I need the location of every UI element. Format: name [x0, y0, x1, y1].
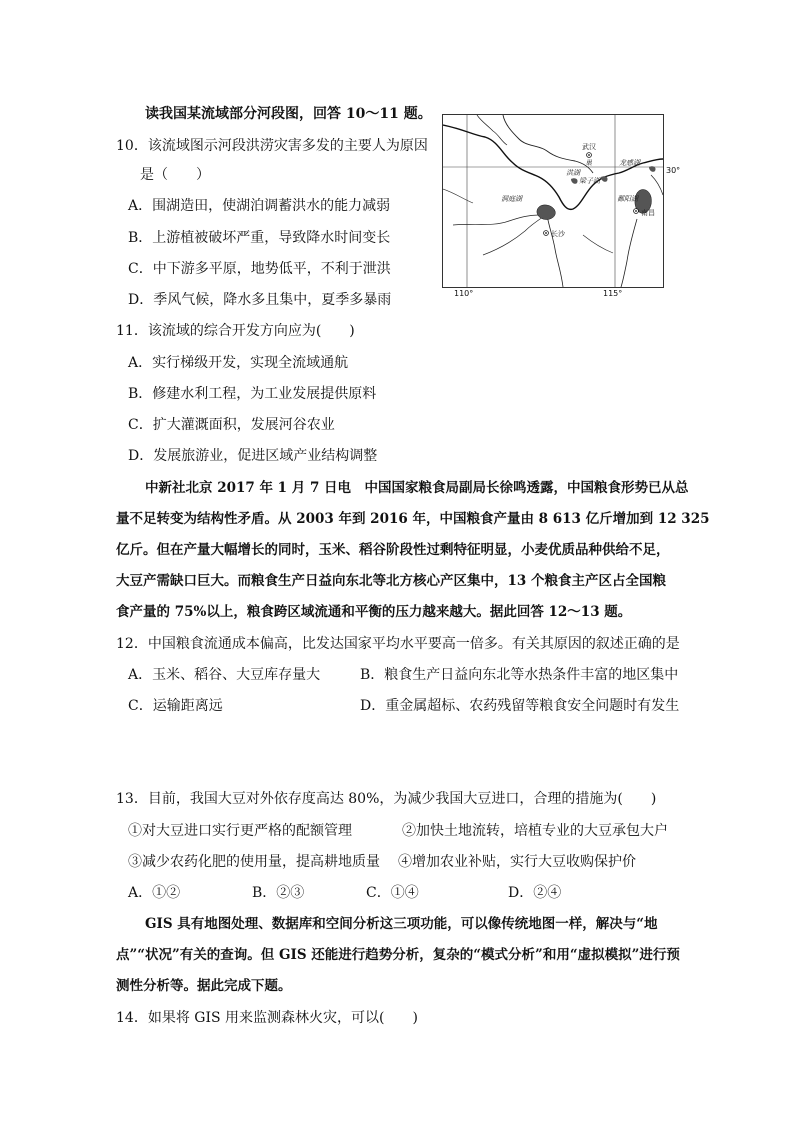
tributary-xiang — [547, 215, 563, 287]
q14-stem: 14．如果将 GIS 用来监测森林火灾，可以( ) — [116, 1010, 418, 1026]
q11-option-c: C．扩大灌溉面积，发展河谷农业 — [128, 417, 335, 433]
intro-q12-13-line3: 亿斤。但在产量大幅增长的同时，玉米、稻谷阶段性过剩特征明显，小麦优质品种供给不足， — [116, 542, 670, 558]
label-liangzi: 梁子湖 — [579, 177, 600, 185]
q10-option-c: C．中下游多平原，地势低平，不利于泄洪 — [128, 261, 391, 277]
map-drawing — [443, 115, 663, 287]
label-nanchang: 南昌 — [641, 209, 655, 217]
q10-option-b: B．上游植被破坏严重，导致降水时间变长 — [128, 230, 391, 246]
tributary-gan — [621, 219, 637, 287]
river-basin-map — [442, 114, 664, 288]
hong-lake — [571, 178, 578, 184]
label-wuhan: 武汉 — [582, 143, 596, 151]
q11-option-d: D．发展旅游业，促进区域产业结构调整 — [128, 448, 378, 464]
tributary-yuan — [453, 215, 539, 225]
longgan-lake — [649, 166, 656, 172]
q12-stem: 12．中国粮食流通成本偏高，比发达国家平均水平要高一倍多。有关其原因的叙述正确的是 — [116, 636, 680, 652]
intro-q12-13-line2: 量不足转变为结构性矛盾。从 2003 年到 2016 年，中国粮食产量由 8 613 亿斤增加到 12 325 — [116, 511, 710, 527]
q11-option-b: B．修建水利工程，为工业发展提供原料 — [128, 386, 377, 402]
q12-option-d: D．重金属超标、农药残留等粮食安全问题时有发生 — [360, 698, 680, 714]
label-lon-115: 115° — [603, 289, 623, 298]
q12-option-b: B．粮食生产日益向东北等水热条件丰富的地区集中 — [360, 667, 679, 683]
tributary-south — [583, 235, 613, 253]
q11-stem: 11．该流域的综合开发方向应为( ) — [116, 323, 355, 339]
dongting-lake — [537, 205, 555, 220]
liangzi-lake — [601, 176, 608, 182]
intro-q12-13-line4: 大豆产需缺口巨大。而粮食生产日益向东北等北方核心产区集中，13 个粮食主产区占全国粮 — [116, 573, 666, 589]
label-chao: 巢 — [585, 159, 592, 167]
label-lon-110: 110° — [454, 289, 474, 298]
q13-choice-1: ①对大豆进口实行更严格的配额管理 — [128, 823, 352, 839]
q13-option-d: D．②④ — [508, 885, 562, 901]
q10-option-d: D．季风气候，降水多且集中，夏季多暴雨 — [128, 292, 392, 308]
label-poyang: 鄱阳湖 — [617, 195, 638, 203]
q10-option-a: A．围湖造田，使湖泊调蓄洪水的能力减弱 — [128, 198, 391, 214]
intro-q14-line3: 测性分析等。据此完成下题。 — [116, 978, 292, 994]
label-hong-lake: 洪湖 — [566, 169, 580, 177]
q13-option-a: A．①② — [128, 885, 181, 901]
label-changsha: 长沙 — [551, 230, 565, 238]
label-longgan: 龙感湖 — [619, 159, 640, 167]
intro-q14-line2: 点”“状况”有关的查询。但 GIS 还能进行趋势分析，复杂的“模式分析”和用“虚拟模拟”进行预 — [116, 947, 680, 963]
label-lat-30: 30° — [666, 166, 681, 175]
tributary-east — [651, 175, 663, 195]
intro-q12-13-line5: 食产量的 75%以上，粮食跨区域流通和平衡的压力越来越大。据此回答 12～13 题。 — [116, 604, 632, 620]
q11-option-a: A．实行梯级开发，实现全流域通航 — [128, 355, 349, 371]
han-river — [503, 115, 593, 173]
q13-choice-2: ②加快土地流转，培植专业的大豆承包大户 — [402, 823, 668, 839]
intro-q10-11: 读我国某流域部分河段图，回答 10～11 题。 — [145, 106, 432, 122]
intro-q12-13-line1: 中新社北京 2017 年 1 月 7 日电 中国国家粮食局副局长徐鸣透露，中国粮食形势已从总 — [145, 480, 689, 496]
intro-q14-line1: GIS 具有地图处理、数据库和空间分析这三项功能，可以像传统地图一样，解决与“地 — [145, 916, 658, 932]
q13-choice-4: ④增加农业补贴，实行大豆收购保护价 — [398, 854, 636, 870]
q10-stem-line2: 是（ ） — [140, 167, 210, 183]
q13-option-c: C．①④ — [366, 885, 419, 901]
q12-option-a: A．玉米、稻谷、大豆库存量大 — [128, 667, 321, 683]
tributary-west — [443, 189, 473, 203]
tributary-zi — [483, 217, 543, 255]
label-dongting: 洞庭湖 — [501, 195, 522, 203]
q13-option-b: B．②③ — [252, 885, 305, 901]
q10-stem-line1: 10．该流域图示河段洪涝灾害多发的主要人为原因 — [116, 138, 428, 154]
q13-choice-3: ③减少农药化肥的使用量，提高耕地质量 — [128, 854, 380, 870]
q12-option-c: C．运输距离远 — [128, 698, 223, 714]
q13-stem: 13．目前，我国大豆对外依存度高达 80%，为减少我国大豆进口，合理的措施为( ) — [116, 791, 657, 807]
